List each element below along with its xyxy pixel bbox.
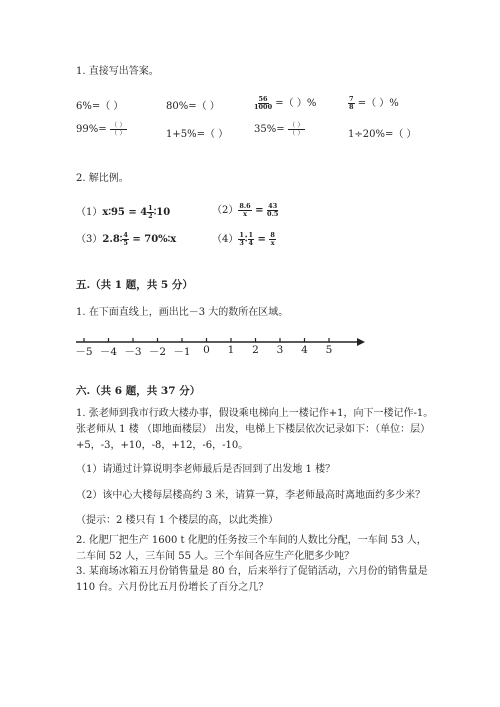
fraction-denominator: （ ） — [288, 129, 304, 137]
number-line-label: 5 — [325, 344, 333, 356]
number-line-label: －2 — [148, 346, 167, 358]
number-line-label: 1 — [227, 344, 235, 356]
fraction-numerator: 8 — [270, 231, 275, 239]
calc-prefix: 35%= — [254, 124, 285, 135]
number-line-label: －4 — [99, 346, 118, 358]
item-label: （3） — [76, 234, 103, 245]
number-line-label: 3 — [276, 344, 284, 356]
calc-item: 1÷20%=（ ） — [348, 129, 417, 140]
equals-sign: = — [257, 234, 266, 245]
sub-question: （1）请通过计算说明李老师最后是否回到了出发地 1 楼？ — [76, 464, 336, 475]
equals-sign: = — [255, 205, 264, 216]
hint-text: （提示：2 楼只有 1 个楼层的高，以此类推） — [76, 515, 279, 526]
section-header: 六.（共 6 题，共 37 分） — [76, 385, 201, 397]
sub-question: （2）该中心大楼每层楼高约 3 米，请算一算，李老师最高时离地面约多少米？ — [76, 490, 426, 501]
calc-item — [76, 122, 127, 137]
fraction-numerator: 56 — [258, 95, 268, 103]
fraction-denominator: 1000 — [254, 103, 273, 111]
calc-rest: =（ ）% — [357, 98, 399, 109]
fraction-denominator: 0.5 — [267, 210, 279, 218]
calc-item — [348, 94, 399, 111]
fraction-numerator: 8.6 — [239, 202, 251, 210]
fraction-denominator: 2 — [148, 212, 153, 220]
number-line-label: 4 — [301, 344, 308, 356]
calc-rest: =（ ）% — [275, 98, 317, 109]
number-line-label: 0 — [203, 344, 210, 356]
question-text: 1. 张老师到我市行政大楼办事，假设乘电梯向上一楼记作+1，向下一楼记作-1。张老师从 1 楼 （即地面楼层） 出发，电梯上下楼层依次记录如下：（单位：层）+5，-3，+10，-8，+12，-6，-10。 — [76, 408, 434, 451]
fraction-numerator: 1 — [148, 204, 153, 212]
ratio-sign: ∶ — [244, 234, 248, 245]
proportion-part: ∶10 — [153, 207, 171, 218]
fraction-denominator: 4 — [248, 239, 254, 247]
proportion-1 — [76, 203, 170, 220]
fraction-numerator: 1 — [239, 231, 244, 239]
proportion-part: 2.8∶ — [102, 234, 123, 245]
calc-item — [254, 94, 316, 111]
number-line-label: －3 — [124, 346, 142, 358]
fraction-numerator: 4 — [123, 231, 128, 239]
calc-prefix: 99%= — [76, 124, 107, 135]
proportion-part: x∶95 = 4 — [102, 207, 148, 218]
proportion-3 — [76, 230, 176, 247]
question-text: 3. 某商场冰箱五月份销售量是 80 台，后来举行了促销活动，六月份的销售量是 110 台。六月份比五月份增长了百分之几？ — [76, 566, 428, 593]
question-title: 1. 直接写出答案。 — [76, 66, 159, 77]
number-line-label: －5 — [75, 346, 93, 358]
fraction-numerator: 1 — [248, 231, 254, 239]
question-title: 2. 解比例。 — [76, 173, 129, 184]
number-line-label: 2 — [252, 344, 259, 356]
fraction-denominator: x — [243, 210, 247, 218]
calc-item: 6%=（ ） — [76, 101, 124, 112]
fraction-numerator: （ ） — [110, 121, 126, 129]
fraction-denominator: 8 — [349, 103, 354, 111]
item-label: （1） — [76, 207, 103, 218]
question-text: 2. 化肥厂把生产 1600 t 化肥的任务按三个车间的人数比分配，一车间 53 人，二车间 52 人，三车间 55 人。三个车间各应生产化肥多少吨？ — [76, 535, 427, 562]
calc-item: 1+5%=（ ） — [166, 129, 229, 140]
calc-item: 80%=（ ） — [166, 101, 220, 112]
proportion-4 — [212, 230, 276, 247]
fraction-denominator: 5 — [123, 239, 128, 247]
calc-item — [254, 122, 305, 137]
fraction-numerator: 43 — [268, 202, 278, 210]
fraction-numerator: （ ） — [288, 121, 304, 129]
fraction-numerator: 7 — [349, 95, 354, 103]
number-line-label: －1 — [173, 346, 191, 358]
proportion-part: = 70%∶x — [132, 234, 177, 245]
fraction-denominator: （ ） — [110, 129, 126, 137]
item-label: （2） — [212, 205, 239, 216]
proportion-2 — [212, 201, 278, 218]
item-label: （4） — [212, 234, 239, 245]
arrow-icon — [357, 338, 365, 346]
fraction-denominator: 3 — [239, 239, 244, 247]
fraction-denominator: x — [270, 239, 275, 247]
section-header: 五.（共 1 题，共 5 分） — [76, 279, 193, 291]
question-text: 1. 在下面直线上，画出比－3 大的数所在区域。 — [76, 307, 289, 318]
